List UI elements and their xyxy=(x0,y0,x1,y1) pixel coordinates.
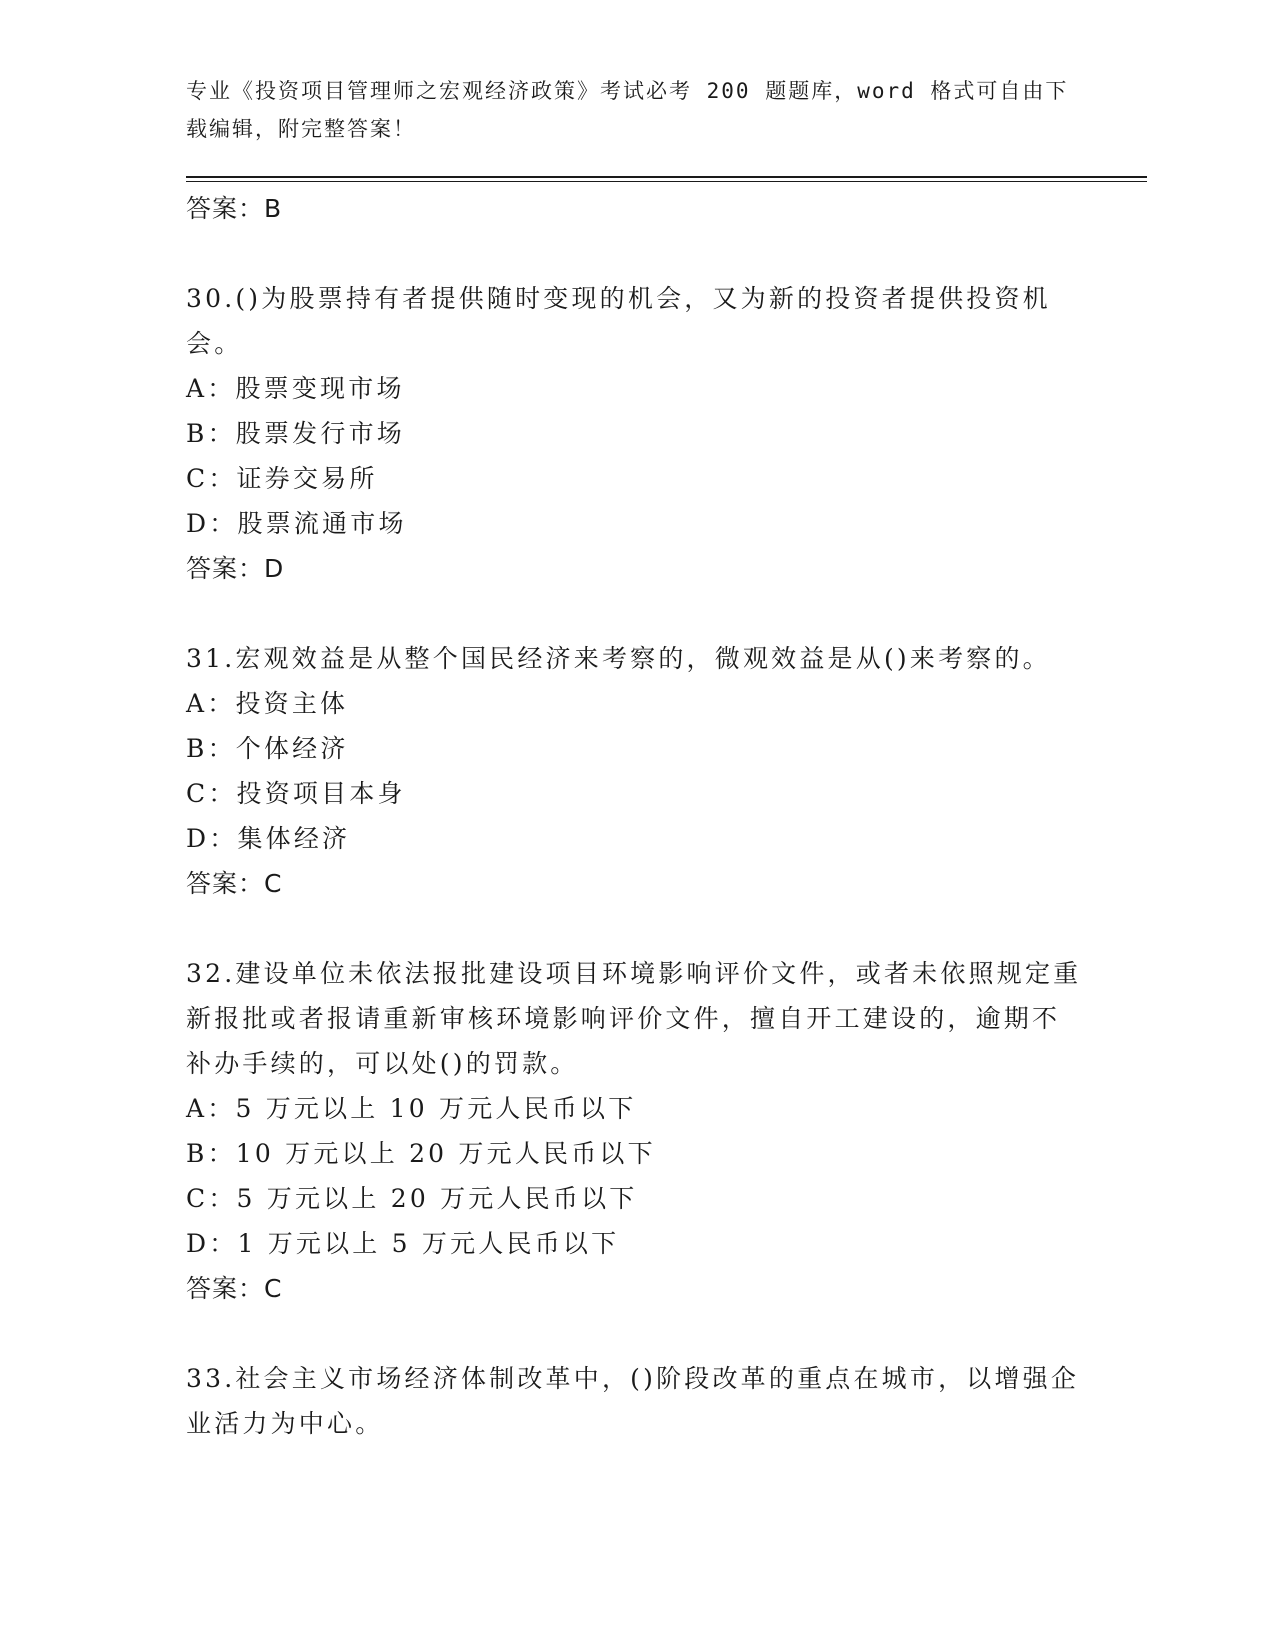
option-c: C：投资项目本身 xyxy=(186,779,406,808)
question-text: 33.社会主义市场经济体制改革中，()阶段改革的重点在城市，以增强企业活力为中心。 xyxy=(186,1364,1080,1438)
option-b: B：10 万元以上 20 万元人民币以下 xyxy=(186,1139,656,1168)
option-a: A：股票变现市场 xyxy=(186,374,405,403)
header-rule xyxy=(186,176,1147,178)
document-body xyxy=(186,186,1086,1446)
option-a: A：5 万元以上 10 万元人民币以下 xyxy=(186,1094,637,1123)
question-text: 30.()为股票持有者提供随时变现的机会，又为新的投资者提供投资机会。 xyxy=(186,284,1051,358)
question-30 xyxy=(186,276,1086,592)
answer: 答案：C xyxy=(186,1274,283,1303)
option-d: D：集体经济 xyxy=(186,824,351,853)
question-text: 31.宏观效益是从整个国民经济来考察的，微观效益是从()来考察的。 xyxy=(186,644,1051,673)
option-b: B：股票发行市场 xyxy=(186,419,405,448)
option-c: C：5 万元以上 20 万元人民币以下 xyxy=(186,1184,638,1213)
answer: 答案：C xyxy=(186,869,283,898)
header-rule-thin xyxy=(186,181,1147,182)
page-header: 专业《投资项目管理师之宏观经济政策》考试必考 200 题题库，word 格式可自由下载编辑，附完整答案！ xyxy=(186,79,1069,141)
answer: 答案：D xyxy=(186,554,285,583)
question-text: 32.建设单位未依法报批建设项目环境影响评价文件，或者未依照规定重新报批或者报请重新审核环境影响评价文件，擅自开工建设的，逾期不补办手续的，可以处()的罚款。 xyxy=(186,959,1082,1078)
option-b: B：个体经济 xyxy=(186,734,349,763)
question-31 xyxy=(186,636,1086,907)
option-a: A：投资主体 xyxy=(186,689,349,718)
previous-answer: 答案：B xyxy=(186,194,283,223)
question-33 xyxy=(186,1356,1086,1446)
option-d: D：股票流通市场 xyxy=(186,509,407,538)
question-32 xyxy=(186,951,1086,1312)
option-c: C：证券交易所 xyxy=(186,464,378,493)
option-d: D：1 万元以上 5 万元人民币以下 xyxy=(186,1229,620,1258)
